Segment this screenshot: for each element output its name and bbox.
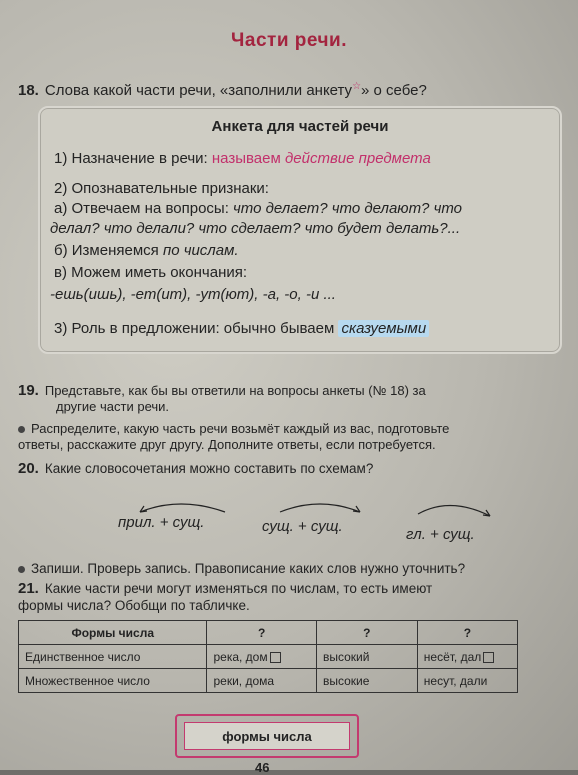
anketa-title: Анкета для частей речи — [211, 118, 389, 135]
task-21-line-2: формы числа? Обобщи по табличке. — [18, 598, 250, 613]
anketa-line-1-label: 1) Назначение в речи: — [54, 150, 208, 167]
task-18-text: Слова какой части речи, «заполнили анкету — [44, 82, 353, 99]
scheme-2: сущ. + сущ. — [262, 518, 343, 535]
table-cell: Единственное число — [19, 645, 207, 669]
scheme-3-arrow — [418, 505, 490, 516]
anketa-line-1 — [54, 150, 431, 167]
table-cell — [207, 645, 316, 669]
scheme-1: прил. + сущ. — [118, 514, 205, 531]
checkbox-square-icon — [270, 652, 281, 663]
anketa-line-5-value: по числам. — [162, 242, 239, 259]
task-18-number: 18. — [18, 82, 39, 99]
schemes-area — [0, 498, 578, 548]
anketa-line-7: -ешь(ишь), -ет(ит), -ут(ют), -а, -о, -и ... — [50, 286, 336, 303]
task-21-line-1 — [18, 580, 432, 597]
anketa-line-3-label: а) Отвечаем на вопросы: — [54, 200, 229, 217]
table-row — [19, 669, 518, 693]
task-20-bullet — [18, 560, 465, 577]
table-row — [19, 645, 518, 669]
anketa-line-3-value: что делает? что делают? что — [233, 200, 463, 217]
table-header-row — [19, 621, 518, 645]
task-19-bullet-2: ответы, расскажите друг другу. Дополните ответы, если потребуется. — [18, 437, 436, 452]
task-19-number: 19. — [18, 382, 39, 399]
page-number: 46 — [255, 760, 270, 775]
table-cell-text: несёт, дал — [423, 649, 482, 664]
anketa-line-8-label: 3) Роль в предложении: обычно бываем — [54, 320, 335, 337]
anketa-line-2: 2) Опознавательные признаки: — [54, 180, 269, 197]
scheme-2-arrow — [280, 504, 360, 512]
task-19-line-2: другие части речи. — [56, 399, 170, 414]
task-18 — [18, 78, 427, 99]
task-20 — [18, 460, 373, 477]
table-cell: высокий — [316, 645, 417, 669]
number-forms-table — [18, 620, 518, 693]
table-header: ? — [417, 621, 517, 645]
table-header: ? — [316, 621, 417, 645]
task-18-text-end: » о себе? — [361, 82, 427, 99]
table-cell: реки, дома — [207, 669, 316, 693]
anketa-line-1-value-b: действие предмета — [284, 150, 431, 167]
forms-label: формы числа — [184, 722, 350, 750]
anketa-line-4: делал? что делали? что сделает? что будет делать?... — [50, 220, 461, 237]
task-19-line-1 — [18, 382, 426, 399]
anketa-line-6: в) Можем иметь окончания: — [54, 264, 248, 281]
task-21-number: 21. — [18, 580, 39, 597]
page-title: Части речи. — [231, 30, 347, 51]
table-cell: Множественное число — [19, 669, 207, 693]
scheme-1-arrowhead — [140, 506, 147, 512]
table-header: ? — [207, 621, 316, 645]
anketa-box — [38, 106, 562, 354]
table-cell: высокие — [316, 669, 417, 693]
bullet-icon — [18, 566, 25, 573]
anketa-line-8 — [54, 320, 429, 337]
task-19-bullet-1 — [18, 420, 449, 437]
star-icon: ☆ — [352, 81, 362, 92]
forms-label-box — [175, 714, 359, 758]
anketa-line-5-label: б) Изменяемся — [54, 242, 159, 259]
task-20-number: 20. — [18, 460, 39, 477]
anketa-line-8-value: сказуемыми — [338, 320, 429, 337]
task-19-bullet-text-1: Распределите, какую часть речи возьмёт каждый из вас, подготовьте — [31, 421, 450, 436]
checkbox-square-icon — [483, 652, 494, 663]
scheme-1-arrow — [140, 504, 225, 512]
anketa-line-3 — [54, 200, 462, 217]
scheme-2-arrowhead — [353, 506, 360, 512]
bullet-icon — [18, 426, 25, 433]
anketa-line-1-value-a: называем — [211, 150, 281, 167]
task-20-text: Какие словосочетания можно составить по схемам? — [44, 461, 374, 476]
anketa-line-5 — [54, 242, 239, 259]
table-cell-text: река, дом — [213, 649, 268, 664]
task-20-bullet-text: Запиши. Проверь запись. Правописание каких слов нужно уточнить? — [31, 561, 466, 576]
scheme-3: гл. + сущ. — [406, 526, 475, 543]
table-cell: несут, дали — [417, 669, 517, 693]
table-header: Формы числа — [19, 621, 207, 645]
task-21-text-1: Какие части речи могут изменяться по числам, то есть имеют — [44, 581, 433, 596]
task-19-text-1: Представьте, как бы вы ответили на вопросы анкеты (№ 18) за — [44, 383, 426, 398]
table-cell — [417, 645, 517, 669]
